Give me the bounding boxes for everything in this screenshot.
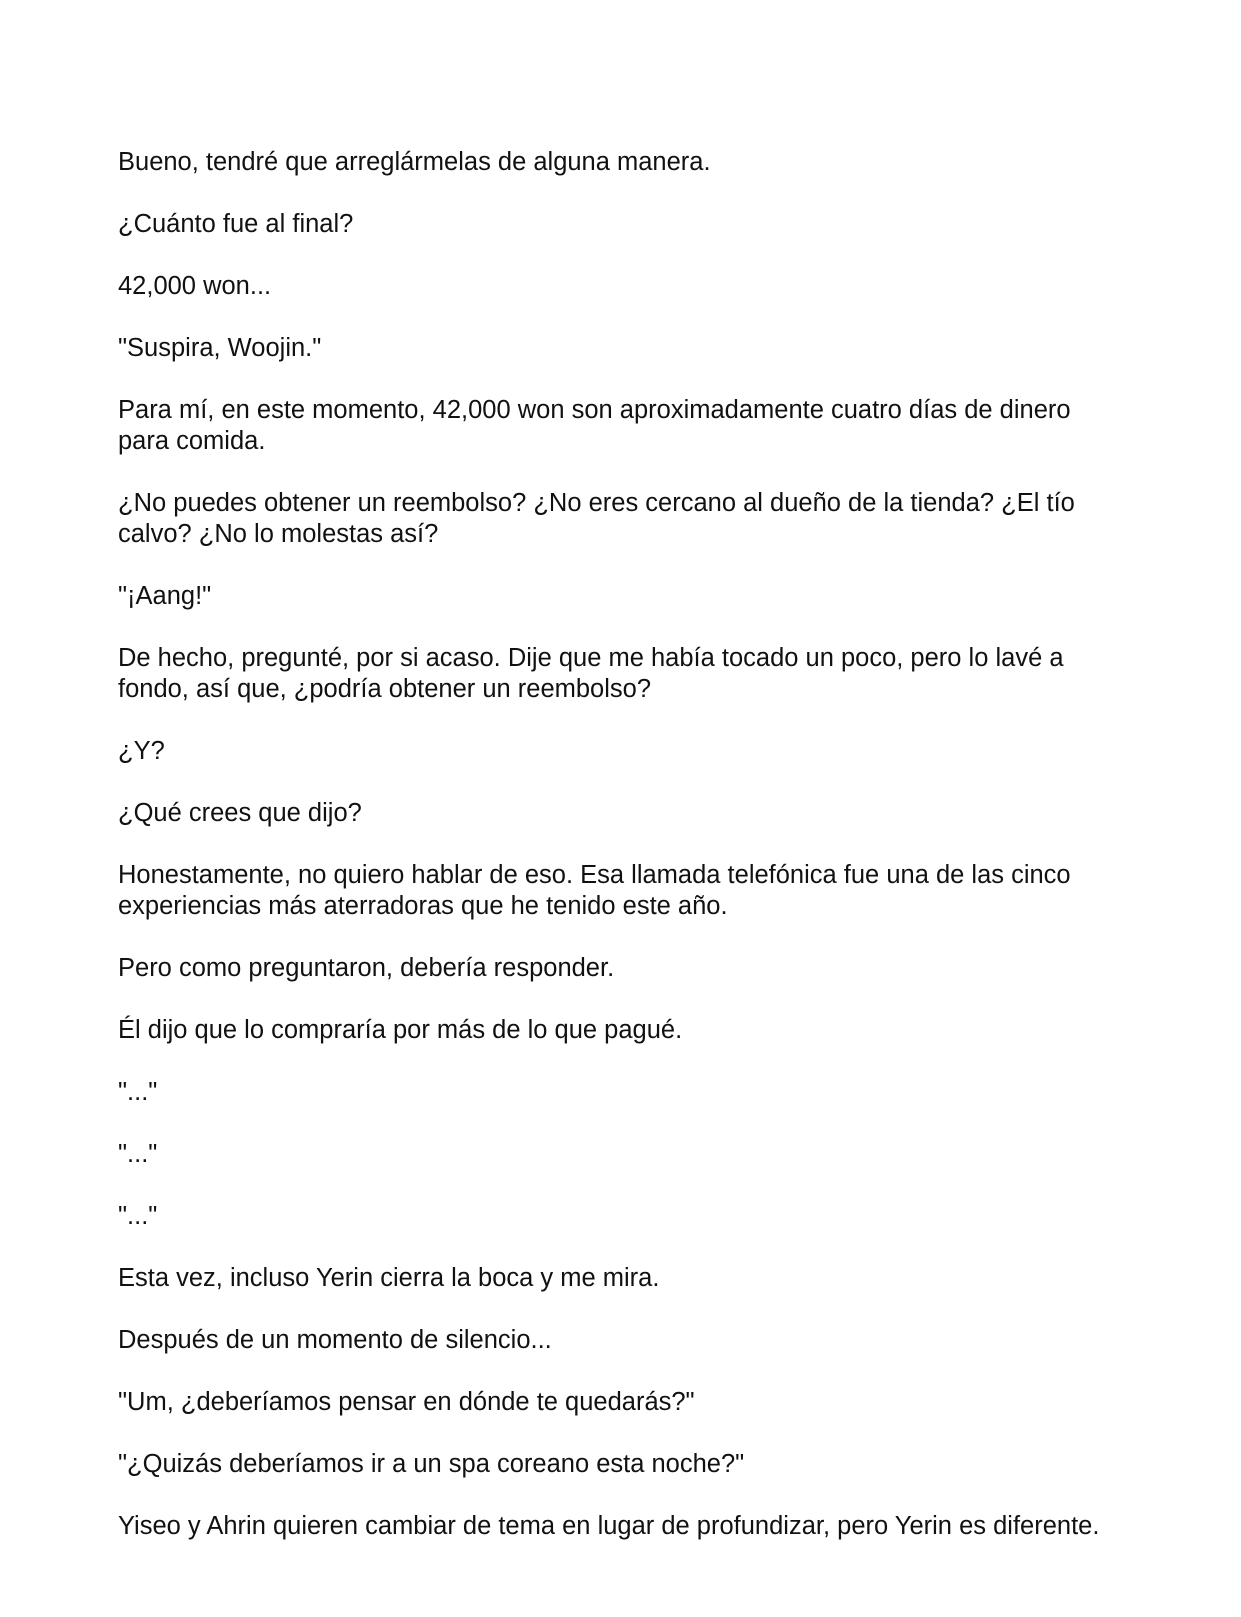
paragraph: 42,000 won...: [118, 272, 272, 300]
paragraph: "...": [118, 1078, 158, 1106]
paragraph: "Um, ¿deberíamos pensar en dónde te quedarás?": [118, 1388, 695, 1416]
paragraph: "¿Quizás deberíamos ir a un spa coreano esta noche?": [118, 1450, 745, 1478]
paragraph: "Suspira, Woojin.": [118, 334, 322, 362]
body-text: [118, 147, 1128, 1573]
paragraph: "...": [118, 1140, 158, 1168]
paragraph: ¿Y?: [118, 737, 165, 765]
paragraph: Bueno, tendré que arreglármelas de alguna manera.: [118, 148, 711, 176]
paragraph: Él dijo que lo compraría por más de lo que pagué.: [118, 1016, 683, 1044]
paragraph: Yiseo y Ahrin quieren cambiar de tema en lugar de profundizar, pero Yerin es diferente.: [118, 1512, 1100, 1540]
paragraph: "...": [118, 1202, 158, 1230]
paragraph: Para mí, en este momento, 42,000 won son aproximadamente cuatro días de dinero para comida.: [118, 396, 1071, 455]
paragraph: Pero como preguntaron, debería responder.: [118, 954, 615, 982]
paragraph: Honestamente, no quiero hablar de eso. Esa llamada telefónica fue una de las cinco experiencias más aterradoras que he tenido este año.: [118, 861, 1071, 920]
paragraph: ¿Cuánto fue al final?: [118, 210, 354, 238]
paragraph: Esta vez, incluso Yerin cierra la boca y me mira.: [118, 1264, 660, 1292]
paragraph: De hecho, pregunté, por si acaso. Dije que me había tocado un poco, pero lo lavé a fondo, así que, ¿podría obtener un reembolso?: [118, 644, 1064, 703]
paragraph: ¿No puedes obtener un reembolso? ¿No eres cercano al dueño de la tienda? ¿El tío calvo? ¿No lo molestas así?: [118, 489, 1075, 548]
paragraph: ¿Qué crees que dijo?: [118, 799, 362, 827]
paragraph: "¡Aang!": [118, 582, 212, 610]
paragraph: Después de un momento de silencio...: [118, 1326, 552, 1354]
